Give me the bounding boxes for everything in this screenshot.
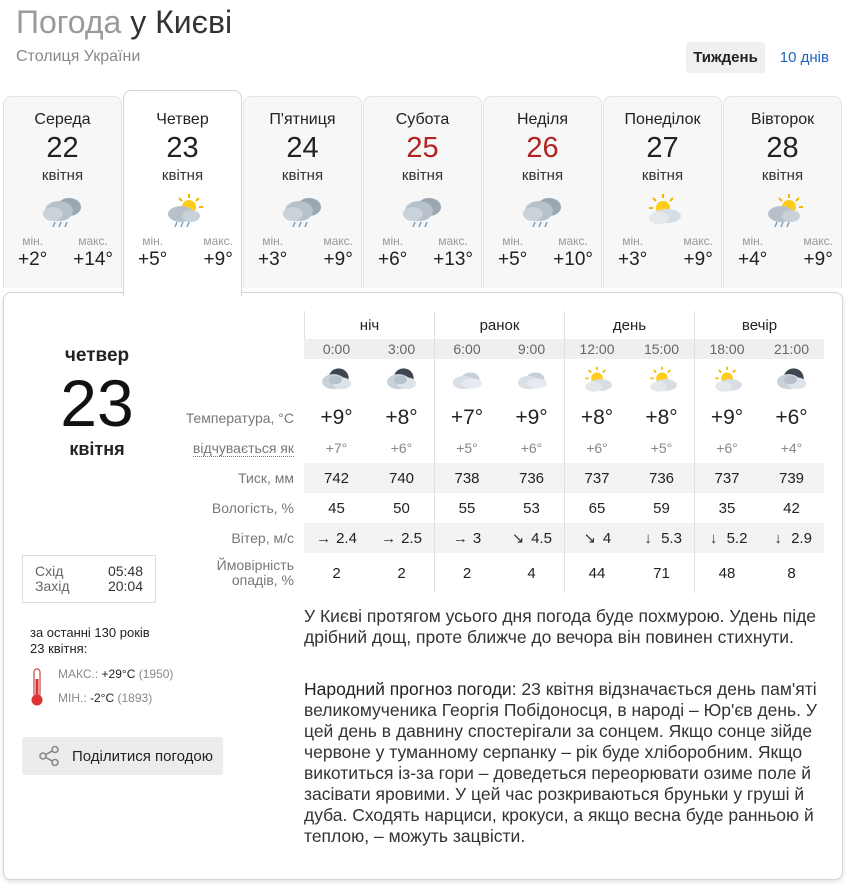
day-number: 23 [166,132,199,164]
max-label: макс. [558,234,588,248]
day-max [683,234,713,271]
max-label: макс. [438,234,468,248]
min-label: мін. [262,234,284,248]
max-temp: +9° [323,249,353,270]
sun-times-box [22,555,156,603]
humidity-row [184,493,829,523]
day-name: Понеділок [624,111,701,128]
temperature-cell: +9° [515,406,548,429]
humidity-cell: 65 [564,493,629,523]
min-label: мін. [502,234,524,248]
sunrise-label: Схід [35,563,64,579]
times-cell: 18:00 [694,339,759,359]
min-label: мін. [742,234,764,248]
precip-cell: 48 [694,553,759,593]
max-temp: +14° [73,249,113,270]
wind-cell [304,523,369,553]
day-max [203,234,233,271]
wind-cell [434,523,499,553]
period-label: вечір [694,311,824,339]
icon-row [184,359,829,403]
humidity-cell: 35 [694,493,759,523]
max-label: макс. [683,234,713,248]
wind-direction-icon: → [316,529,332,547]
max-temp: +13° [433,249,473,270]
wind-speed: 2.5 [401,529,422,547]
day-name: П'ятниця [269,111,336,128]
night-cloud-icon [382,365,422,397]
min-temp: +5° [498,249,528,270]
day-temps [244,230,361,271]
icon-cell [629,359,694,403]
feels_like-cell: +6° [520,440,543,456]
history-max-year: (1950) [138,667,174,681]
feels_like-cell: +6° [694,433,759,463]
wind-direction-icon: → [452,529,468,547]
sunset-time: 20:04 [107,578,143,594]
precip-row [184,553,829,593]
pressure-cell: 737 [694,463,759,493]
temperature-cell: +8° [385,406,418,429]
humidity-cell: 45 [328,499,345,517]
page-subtitle: Столиця України [16,48,141,65]
min-temp: +3° [618,249,648,270]
pressure-cell: 739 [759,463,824,493]
cloudy-rain-icon [39,192,87,230]
max-label: макс. [323,234,353,248]
share-label: Поділитися погодою [72,747,214,765]
times-cell: 21:00 [759,339,824,359]
max-temp: +9° [203,249,233,270]
history-min [58,691,152,705]
pressure-row [184,463,829,493]
folk-forecast-label: Народний прогноз погоди: [304,679,517,699]
day-max [73,234,113,271]
period-tabs [686,42,836,73]
precip-cell: 2 [332,564,341,582]
wind-cell [629,523,694,553]
day-month: квітня [641,167,684,184]
sun-cloud-rain-icon [159,192,207,230]
share-icon [38,745,60,767]
history-min-year: (1893) [117,691,153,705]
feels-like-row [184,433,829,463]
day-description: У Києві протягом усього дня погода буде похмурою. Удень піде дрібний дощ, проте ближче до вечора він повинен стихнути. [304,606,817,647]
tab-week[interactable]: Тиждень [686,42,765,73]
time-row [184,339,829,359]
max-temp: +9° [803,249,833,270]
wind-cell [564,523,629,553]
feels_like-cell: +6° [390,440,413,456]
temperature-row [184,403,829,433]
times-cell: 12:00 [564,339,629,359]
day-number: 24 [286,132,319,164]
day-name: Середа [34,111,91,128]
selected-day-month: квітня [69,439,125,459]
selected-day [7,345,187,460]
day-month: квітня [521,167,564,184]
page-title [16,4,232,41]
day-max [323,234,353,271]
times-cell: 0:00 [304,339,369,359]
min-temp: +6° [378,249,408,270]
period-label: ніч [304,311,434,339]
min-label: мін. [22,234,44,248]
history-title-line1: за останні 130 років [30,625,150,640]
title-prefix: Погода [16,4,131,40]
day-month: квітня [761,167,804,184]
history-min-value: -2°С [90,691,115,705]
precip-label-1: Ймовірність [216,557,294,573]
day-card[interactable] [123,90,242,296]
row-label [184,471,304,486]
row-label [184,501,304,516]
precip-cell: 71 [653,564,670,582]
night-cloud-icon [317,365,357,397]
sunset-row [35,579,143,594]
folk-forecast-text: 23 квітня відзначається день пам'яті великомученика Георгія Побідоносця, в народі – Юр'єв день. У цей день в давнину спостерігали за сонцем. Якщо сонце зійде червоне у туманному серпанку – рік буде хліборобним. Якщо викотиться із-за гори – доведеться переорювати озиме поле й засівати яровими. У цей час розкриваються бруньки у груші й дуба. Сходять нарциси, крокуси, а якщо весна буде ранньою й теплою, – можуть зацвісти. [304,679,817,846]
day-name: Вівторок [750,111,815,128]
title-city: у Києві [130,4,233,40]
icon-cell [304,359,369,403]
day-number: 25 [406,132,439,164]
day-month: квітня [41,167,84,184]
wind-cell [369,523,434,553]
times-cell: 9:00 [499,339,564,359]
humidity-cell: 53 [523,499,540,517]
feels_like-cell: +7° [325,440,348,456]
wind-cell [694,523,759,553]
wind-direction-icon: ↘ [583,530,597,547]
history-max [58,667,173,681]
temperature-cell: +8° [564,403,629,433]
selected-day-number: 23 [60,366,134,440]
wind-direction-icon: ↓ [644,529,652,547]
feels_like-cell: +5° [650,440,673,456]
row-label [184,531,304,546]
period-label: ранок [434,311,564,339]
day-card[interactable] [603,96,722,288]
day-temps [724,230,841,271]
temperature-cell: +9° [320,406,353,429]
precip-label-2: опадів, % [231,572,294,588]
wind-direction-icon: ↓ [774,529,782,547]
times-cell: 3:00 [369,339,434,359]
feels_like-cell: +4° [780,440,803,456]
history-title [30,625,150,657]
day-temps [124,230,241,271]
cloud-icon [447,365,487,397]
night-cloud-icon [772,365,812,397]
tab-10-days[interactable]: 10 днів [779,49,829,66]
precip-cell: 2 [434,553,499,593]
wind-speed: 4.5 [531,529,552,547]
pressure-cell: 740 [369,463,434,493]
day-month: квітня [401,167,444,184]
wind-cell [759,523,824,553]
max-temp: +10° [553,249,593,270]
icon-cell [564,359,629,403]
share-weather-button[interactable] [22,737,223,775]
max-label: макс. [203,234,233,248]
icon-cell [499,359,564,403]
wind-speed: 2.4 [336,529,357,547]
feels_like-cell: +5° [434,433,499,463]
wind-speed: 2.9 [791,529,812,547]
sunset-label: Захід [35,578,70,594]
day-temps [484,230,601,271]
day-number: 22 [46,132,79,164]
wind-speed: 5.3 [661,529,682,547]
day-month: квітня [161,167,204,184]
day-min [18,234,47,271]
pressure-cell: 742 [304,463,369,493]
wind-direction-icon: ↘ [511,530,525,547]
day-card[interactable] [243,96,362,288]
times-cell: 6:00 [434,339,499,359]
day-min [738,234,767,271]
history-min-label: МІН.: [58,691,87,705]
period-label: день [564,311,694,339]
pressure-cell: 736 [629,463,694,493]
min-temp: +3° [258,249,288,270]
wind-direction-icon: → [381,529,397,547]
row-label [184,441,304,456]
humidity-cell: 50 [393,499,410,517]
day-number: 26 [526,132,559,164]
precip-cell: 4 [527,564,536,582]
row-label [184,558,304,588]
pressure-label: Тиск, мм [238,469,294,486]
wind-speed: 5.2 [726,529,748,547]
min-label: мін. [382,234,404,248]
day-temps [364,230,481,271]
thermometer-icon [30,667,44,707]
temperature-cell: +7° [434,403,499,433]
icon-cell [369,359,434,403]
day-detail-panel [3,292,843,880]
history-max-value: +29°С [101,667,136,681]
day-name: Неділя [517,111,568,128]
temperature-cell: +9° [694,403,759,433]
day-card[interactable] [483,96,602,288]
max-label: макс. [803,234,833,248]
row-label [184,411,304,426]
day-month: квітня [281,167,324,184]
day-min [258,234,287,271]
temperature-cell: +6° [775,406,808,429]
cloudy-rain-icon [519,192,567,230]
humidity-cell: 42 [783,499,800,517]
selected-day-name: четвер [64,345,130,366]
min-temp: +4° [738,249,768,270]
day-max [553,234,593,271]
sun-cloud-icon [707,365,747,397]
wind-speed: 4 [602,529,612,547]
hourly-table [184,311,829,593]
sun-cloud-rain-icon [759,192,807,230]
day-card[interactable] [363,96,482,288]
sun-cloud-icon [642,365,682,397]
cloud-icon [512,365,552,397]
cloudy-rain-icon [279,192,327,230]
day-temps [604,230,721,271]
day-min [378,234,407,271]
times-cell: 15:00 [629,339,694,359]
day-number: 27 [646,132,679,164]
precip-cell: 2 [397,564,406,582]
precip-cell: 44 [564,553,629,593]
day-card[interactable] [723,96,842,288]
days-strip [3,94,843,294]
sun-cloud-icon [577,365,617,397]
humidity-label: Вологість, % [211,499,294,516]
humidity-cell: 59 [653,499,670,517]
pressure-cell: 737 [564,463,629,493]
wind-cell [499,523,564,553]
pressure-cell: 736 [499,463,564,493]
max-temp: +9° [683,249,713,270]
min-temp: +5° [138,249,168,270]
icon-cell [759,359,824,403]
wind-row [184,523,829,553]
sunrise-row [35,564,143,579]
wind-direction-icon: ↓ [709,529,718,547]
temperature-cell: +8° [645,406,678,429]
day-max [433,234,473,271]
feels-like-label[interactable]: відчувається як [192,439,294,456]
min-temp: +2° [18,249,48,270]
day-min [138,234,167,271]
sunrise-time: 05:48 [107,563,143,579]
pressure-cell: 738 [434,463,499,493]
folk-forecast [304,679,826,847]
day-min [618,234,647,271]
wind-label: Вітер, м/с [231,529,294,546]
day-card[interactable] [3,96,122,288]
day-temps [4,230,121,271]
feels_like-cell: +6° [564,433,629,463]
humidity-cell: 55 [434,493,499,523]
min-label: мін. [142,234,164,248]
max-label: макс. [78,234,108,248]
icon-cell [694,359,759,403]
day-name: Субота [395,111,450,128]
temperature-label: Температура, °С [185,409,294,426]
history-max-label: МАКС.: [58,667,99,681]
cloudy-rain-icon [399,192,447,230]
day-name: Четвер [156,111,209,128]
wind-speed: 3 [472,529,482,547]
min-label: мін. [622,234,644,248]
day-min [498,234,527,271]
icon-cell [434,359,499,403]
day-number: 28 [766,132,799,164]
precip-cell: 8 [787,564,796,582]
history-title-line2: 23 квітня: [30,641,88,656]
sun-cloud-icon [639,192,687,230]
period-row [184,311,829,339]
day-max [803,234,833,271]
